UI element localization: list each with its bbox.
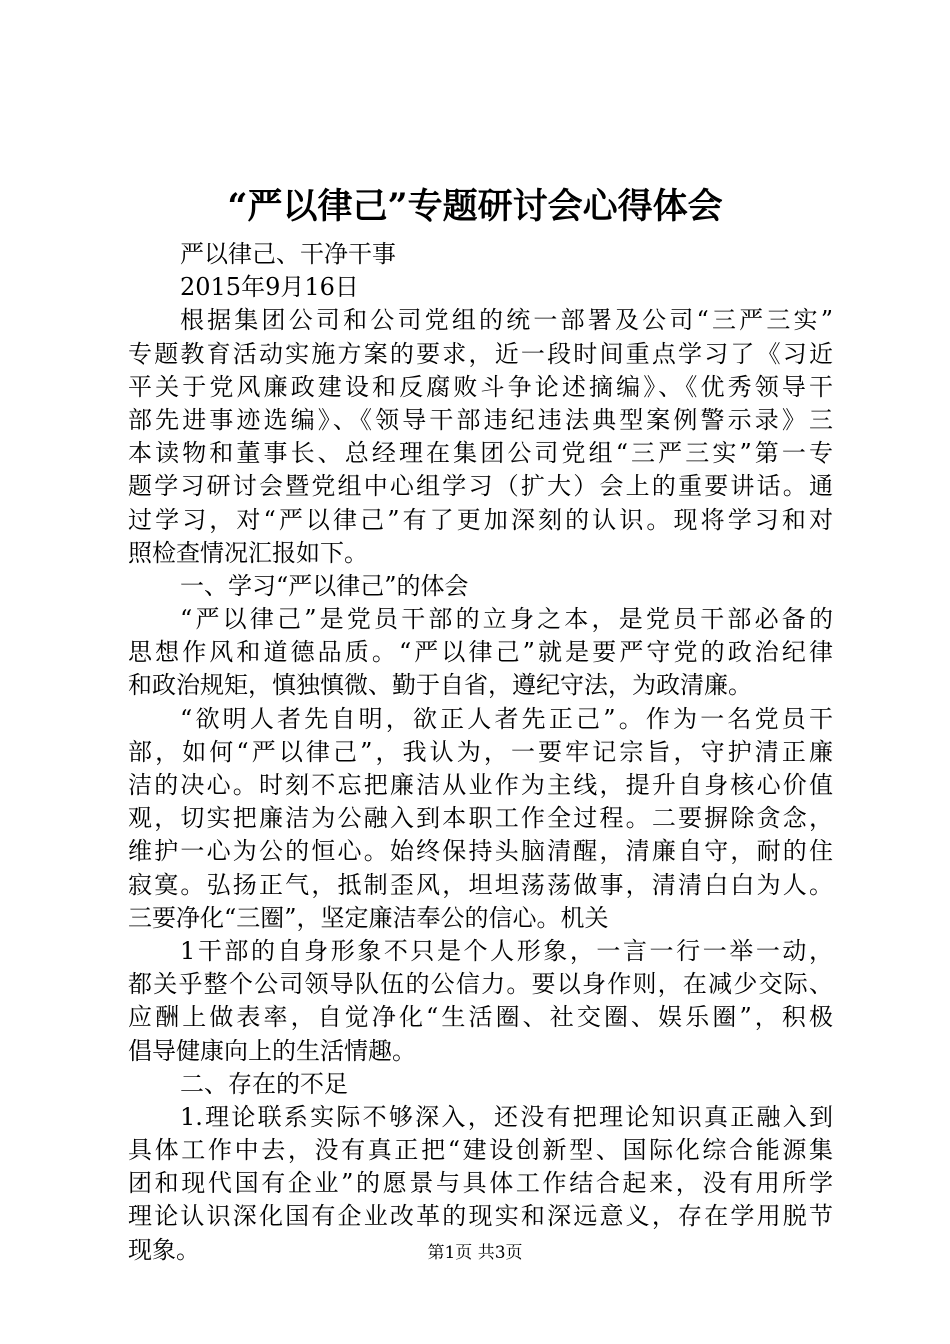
text-line: 现象。 [128, 1235, 200, 1264]
text-line: “严以律己”是党员干部的立身之本，是党员干部必备的 [180, 605, 833, 634]
text-line: 理论认识深化国有企业改革的现实和深远意义，存在学用脱节 [128, 1202, 833, 1231]
text-line: 严以律己、干净干事 [180, 240, 396, 268]
text-line: 都关乎整个公司领导队伍的公信力。要以身作则，在减少交际、 [128, 970, 833, 999]
text-line: 二、存在的不足 [180, 1069, 348, 1098]
text-line: “欲明人者先自明，欲正人者先正己”。作为一名党员干 [180, 704, 833, 733]
text-line: 题学习研讨会暨党组中心组学习（扩大）会上的重要讲话。通 [128, 472, 833, 501]
text-line: 部先进事迹选编》、《领导干部违纪违法典型案例警示录》三 [128, 405, 833, 434]
text-line: 和政治规矩，慎独慎微、勤于自省，遵纪守法，为政清廉。 [128, 671, 752, 700]
text-line: 思想作风和道德品质。“严以律己”就是要严守党的政治纪律 [128, 638, 833, 667]
text-line: 具体工作中去，没有真正把“建设创新型、国际化综合能源集 [128, 1136, 833, 1165]
text-line: 一、学习“严以律己”的体会 [180, 571, 469, 600]
document-body [128, 238, 833, 1267]
text-line: 倡导健康向上的生活情趣。 [128, 1036, 416, 1065]
text-line: 洁的决心。时刻不忘把廉洁从业作为主线，提升自身核心价值 [128, 771, 833, 799]
text-line: 根据集团公司和公司党组的统一部署及公司“三严三实” [180, 306, 833, 335]
text-line: 1.理论联系实际不够深入，还没有把理论知识真正融入到 [180, 1102, 833, 1131]
text-line: 观，切实把廉洁为公融入到本职工作全过程。二要摒除贪念， [128, 804, 833, 833]
page-footer: 第1页 共3页 [427, 1243, 523, 1263]
text-line: 本读物和董事长、总经理在集团公司党组“三严三实”第一专 [128, 439, 833, 468]
text-line: 部，如何“严以律己”，我认为，一要牢记宗旨，守护清正廉 [128, 737, 833, 766]
text-line: 照检查情况汇报如下。 [128, 538, 368, 567]
text-line: 过学习，对“严以律己”有了更加深刻的认识。现将学习和对 [128, 505, 833, 534]
text-line: 团和现代国有企业”的愿景与具体工作结合起来，没有用所学 [128, 1169, 833, 1198]
text-line: 2015年9月16日 [180, 273, 359, 302]
text-line: 寂寞。弘扬正气，抵制歪风，坦坦荡荡做事，清清白白为人。 [128, 870, 833, 899]
text-line: 三要净化“三圈”，坚定廉洁奉公的信心。机关 [128, 903, 609, 932]
text-line: 平关于党风廉政建设和反腐败斗争论述摘编》、《优秀领导干 [128, 372, 833, 401]
document-title: “严以律己”专题研讨会心得体会 [227, 186, 723, 227]
text-line: 应酬上做表率，自觉净化“生活圈、社交圈、娱乐圈”，积极 [128, 1003, 833, 1032]
text-line: 专题教育活动实施方案的要求，近一段时间重点学习了《习近 [128, 339, 833, 368]
text-line: 维护一心为公的恒心。始终保持头脑清醒，清廉自守，耐的住 [128, 837, 833, 866]
text-line: 1干部的自身形象不只是个人形象，一言一行一举一动， [180, 936, 833, 965]
